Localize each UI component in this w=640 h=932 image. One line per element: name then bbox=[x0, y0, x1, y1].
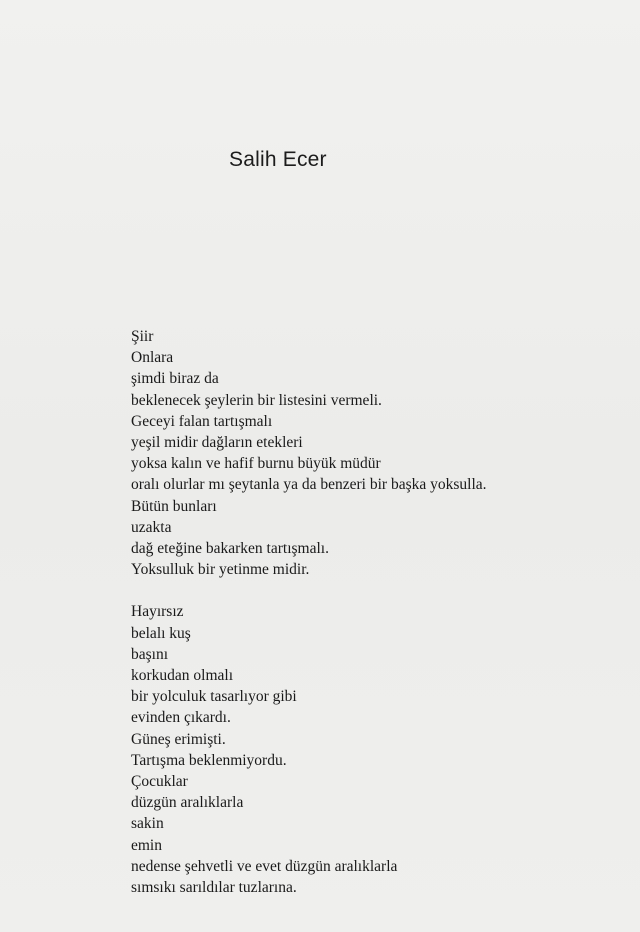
poem-line: düzgün aralıklarla bbox=[131, 794, 244, 812]
poem-line: Bütün bunları bbox=[131, 497, 217, 515]
poem-line: yeşil midir dağların etekleri bbox=[131, 434, 303, 452]
poem-line: başını bbox=[131, 645, 169, 663]
poem-line: Çocuklar bbox=[131, 773, 188, 791]
poem-line: sımsıkı sarıldılar tuzlarına. bbox=[131, 879, 297, 897]
poem-line: nedense şehvetli ve evet düzgün aralıklarla bbox=[131, 857, 398, 875]
poem-line: belalı kuş bbox=[131, 624, 191, 642]
stanza-2 bbox=[131, 601, 631, 898]
poem-line: Geceyi falan tartışmalı bbox=[131, 412, 273, 430]
poem-line: Onlara bbox=[131, 349, 174, 367]
poem-line: beklenecek şeylerin bir listesini vermeli. bbox=[131, 391, 382, 409]
poem-line: bir yolculuk tasarlıyor gibi bbox=[131, 688, 297, 706]
poem-line: Hayırsız bbox=[131, 603, 184, 621]
poem-line: evinden çıkardı. bbox=[131, 709, 231, 727]
poem-line: sakin bbox=[131, 815, 164, 833]
poem-line: dağ eteğine bakarken tartışmalı. bbox=[131, 540, 329, 558]
poem-line: Yoksulluk bir yetinme midir. bbox=[131, 561, 310, 579]
poem-line: yoksa kalın ve hafif burnu büyük müdür bbox=[131, 455, 381, 473]
poem-body bbox=[131, 326, 631, 898]
poem-line: emin bbox=[131, 836, 162, 854]
poem-line: Tartışma beklenmiyordu. bbox=[131, 751, 287, 769]
stanza-1 bbox=[131, 326, 631, 580]
poem-line: uzakta bbox=[131, 518, 172, 536]
author-name: Salih Ecer bbox=[229, 148, 327, 171]
poem-line: Şiir bbox=[131, 328, 154, 345]
poem-line: şimdi biraz da bbox=[131, 370, 219, 388]
poem-line: oralı olurlar mı şeytanla ya da benzeri bir başka yoksulla. bbox=[131, 476, 487, 494]
poem-line: Güneş erimişti. bbox=[131, 730, 226, 748]
poem-line: korkudan olmalı bbox=[131, 667, 234, 685]
